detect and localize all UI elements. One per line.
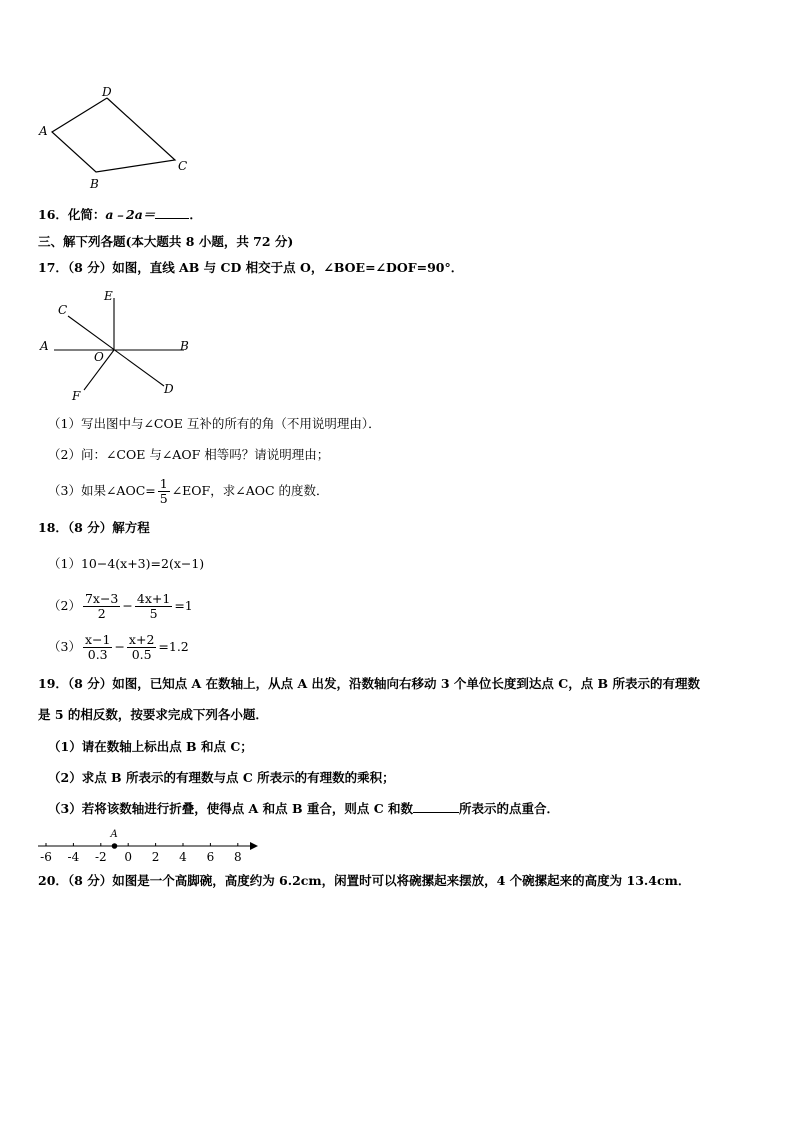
q17-frac-den: 5 [159, 491, 168, 506]
q18-eq3-frac1 [83, 633, 112, 662]
q19-part-1: （1）请在数轴上标出点 B 和点 C； [48, 739, 253, 754]
q18-eq3-label: （3） [48, 639, 81, 654]
number-line-tick-label: 8 [233, 850, 242, 864]
question-19-stem-1: 19．（8 分）如图，已知点 A 在数轴上，从点 A 出发，沿数轴向右移动 3 个单位长度到达点 C，点 B 所表示的有理数 [38, 676, 700, 691]
question-20-stem: 20．（8 分）如图是一个高脚碗，高度约为 6.2cm，闲置时可以将碗摞起来摆放，4 个碗摞起来的高度为 13.4cm． [38, 873, 691, 888]
q18-eq2-num2: 4x+1 [136, 591, 171, 606]
q16-answer-blank [155, 206, 189, 219]
q17-part-3 [48, 474, 329, 508]
label-B: B [90, 177, 99, 191]
quadrilateral-figure [30, 82, 200, 192]
q17-label-C: C [58, 303, 68, 317]
q18-eq3-rhs: =1.2 [158, 639, 189, 654]
q17-label-D: D [164, 382, 174, 396]
q17-figure [36, 286, 196, 404]
q18-eq2-den2: 5 [149, 606, 158, 621]
q18-eq1 [48, 555, 204, 573]
q17-frac-num: 1 [159, 476, 168, 491]
q19-p3-pre: （3）若将该数轴进行折叠，使得点 A 和点 B 重合，则点 C 和数 [48, 801, 414, 816]
point-A [112, 843, 118, 849]
number-line [34, 826, 264, 866]
q16-text: 16．化简： [38, 207, 106, 222]
q18-eq3-den1: 0.3 [87, 647, 108, 662]
number-line-tick-label: -4 [67, 850, 80, 864]
q18-eq1-label: （1） [48, 556, 81, 571]
q18-eq2-rhs: =1 [174, 598, 193, 613]
number-line-tick-label: -2 [94, 850, 107, 864]
q19-part-3 [48, 800, 559, 818]
q18-eq3-num1: x−1 [84, 632, 111, 647]
number-line-tick-label: -6 [40, 850, 52, 864]
q18-eq2-op: − [122, 598, 133, 613]
q18-eq2-label: （2） [48, 598, 81, 613]
q18-eq3-den2: 0.5 [131, 647, 152, 662]
number-line-tick-label: 0 [124, 850, 133, 864]
q17-label-F: F [72, 389, 81, 403]
q18-eq1-expr: 10−4(x+3)=2(x−1) [80, 556, 205, 571]
question-19-stem-2: 是 5 的相反数，按要求完成下列各小题． [38, 707, 268, 722]
question-17-stem: 17．（8 分）如图，直线 AB 与 CD 相交于点 O，∠BOE=∠DOF=90°． [38, 260, 464, 275]
q18-eq3 [48, 629, 189, 665]
number-line-arrow [250, 842, 258, 850]
label-A: A [39, 124, 48, 138]
q18-eq2-num1: 7x−3 [84, 591, 119, 606]
q17-label-E: E [104, 289, 113, 303]
question-16 [38, 206, 202, 224]
number-line-tick-label: 2 [151, 850, 160, 864]
q17-fraction [158, 477, 170, 506]
q17-part-2: （2）问：∠COE 与∠AOF 相等吗？请说明理由； [48, 447, 330, 462]
q17-p3-post: ∠EOF，求∠AOC 的度数． [171, 483, 329, 498]
q19-part-2: （2）求点 B 所表示的有理数与点 C 所表示的有理数的乘积； [48, 770, 395, 785]
section-3-heading: 三、解下列各题(本大题共 8 小题，共 72 分) [38, 234, 294, 249]
q18-eq2-frac1 [83, 592, 120, 621]
q19-p3-post: 所表示的点重合． [459, 801, 560, 816]
q17-p3-pre: （3）如果∠AOC= [48, 483, 156, 498]
q18-eq3-num2: x+2 [128, 632, 155, 647]
question-18-stem: 18．（8 分）解方程 [38, 520, 150, 535]
number-line-tick-label: 4 [179, 850, 187, 864]
q17-label-O: O [94, 350, 104, 364]
q18-eq2-frac2 [135, 592, 172, 621]
q19-answer-blank [413, 800, 459, 813]
q16-end: ． [189, 207, 202, 222]
point-A-label: A [110, 829, 118, 840]
q18-eq3-op: − [114, 639, 125, 654]
q17-label-A: A [40, 339, 49, 353]
label-D: D [102, 85, 112, 99]
q17-part-1: （1）写出图中与∠COE 互补的所有的角（不用说明理由）． [48, 416, 381, 431]
quadrilateral-shape [52, 98, 175, 172]
q18-eq2-den1: 2 [97, 606, 106, 621]
q16-expr: a﹣2a＝ [105, 207, 156, 222]
q18-eq2 [48, 588, 193, 624]
q18-eq3-frac2 [127, 633, 156, 662]
number-line-tick-label: 6 [206, 850, 215, 864]
label-C: C [178, 159, 188, 173]
q17-label-B: B [180, 339, 189, 353]
